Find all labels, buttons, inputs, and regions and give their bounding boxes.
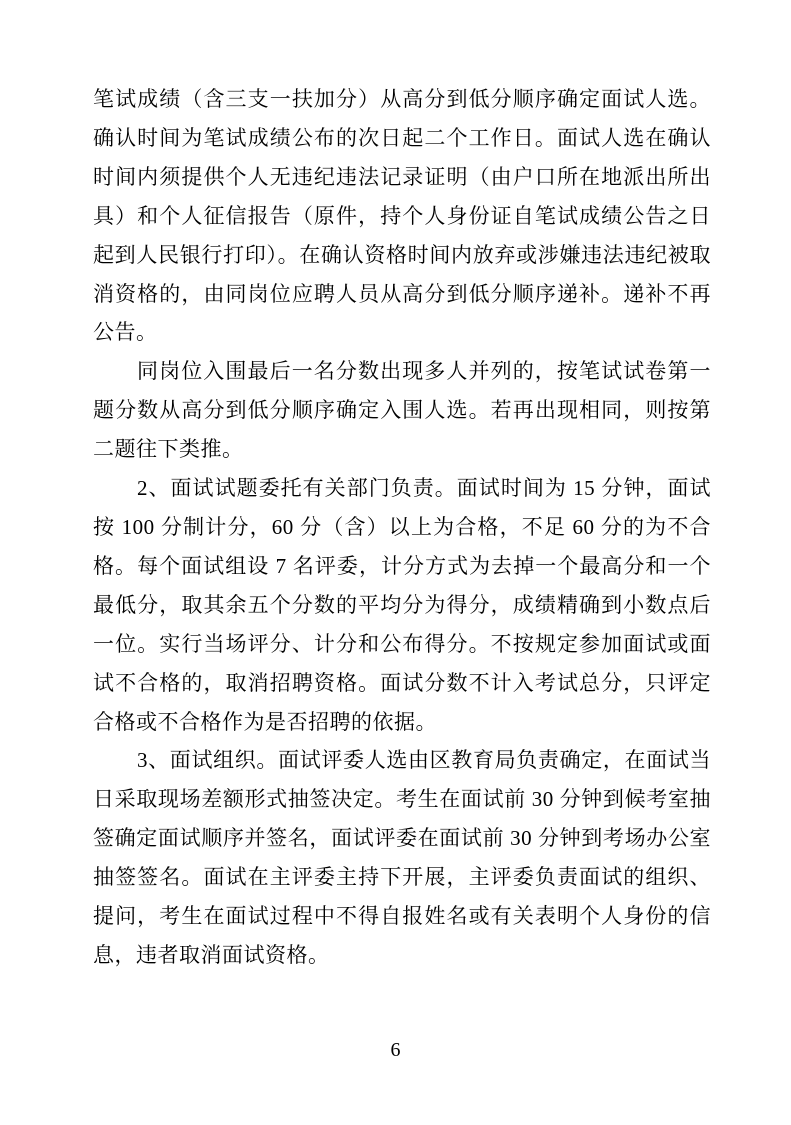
text-line: 时间内须提供个人无违纪违法记录证明（由户口所在地派出所出 [93,164,711,189]
page-number: 6 [390,1039,401,1061]
text-line: 按 100 分制计分，60 分（含）以上为合格，不足 60 分的为不合 [93,514,711,539]
text-line: 息，违者取消面试资格。 [93,942,330,967]
text-content [93,80,711,975]
text-line: 试不合格的，取消招聘资格。面试分数不计入考试总分，只评定 [93,670,711,695]
text-line: 消资格的，由同岗位应聘人员从高分到低分顺序递补。递补不再 [93,281,711,306]
text-line: 公告。 [93,320,158,345]
text-line: 签确定面试顺序并签名，面试评委在面试前 30 分钟到考场办公室 [93,826,711,851]
text-line: 起到人民银行打印）。在确认资格时间内放弃或涉嫌违法违纪被取 [93,242,711,267]
text-line: 同岗位入围最后一名分数出现多人并列的，按笔试试卷第一 [137,359,711,384]
text-line: 格。每个面试组设 7 名评委，计分方式为去掉一个最高分和一个 [93,553,711,578]
text-line: 一位。实行当场评分、计分和公布得分。不按规定参加面试或面 [93,631,711,656]
text-line: 具）和个人征信报告（原件，持个人身份证自笔试成绩公告之日 [93,203,711,228]
text-line: 最低分，取其余五个分数的平均分为得分，成绩精确到小数点后 [93,592,711,617]
text-line: 提问，考生在面试过程中不得自报姓名或有关表明个人身份的信 [93,904,711,929]
text-line: 笔试成绩（含三支一扶加分）从高分到低分顺序确定面试人选。 [93,87,711,111]
text-line: 题分数从高分到低分顺序确定入围人选。若再出现相同，则按第 [93,398,711,423]
text-line: 二题往下类推。 [93,437,244,462]
text-line: 抽签签名。面试在主评委主持下开展，主评委负责面试的组织、 [93,865,711,890]
text-line: 合格或不合格作为是否招聘的依据。 [93,709,437,734]
text-line: 3、面试组织。面试评委人选由区教育局负责确定，在面试当 [137,748,711,773]
text-line: 2、面试试题委托有关部门负责。面试时间为 15 分钟，面试 [137,476,711,501]
text-line: 确认时间为笔试成绩公布的次日起二个工作日。面试人选在确认 [93,125,711,150]
text-line: 日采取现场差额形式抽签决定。考生在面试前 30 分钟到候考室抽 [93,787,711,812]
